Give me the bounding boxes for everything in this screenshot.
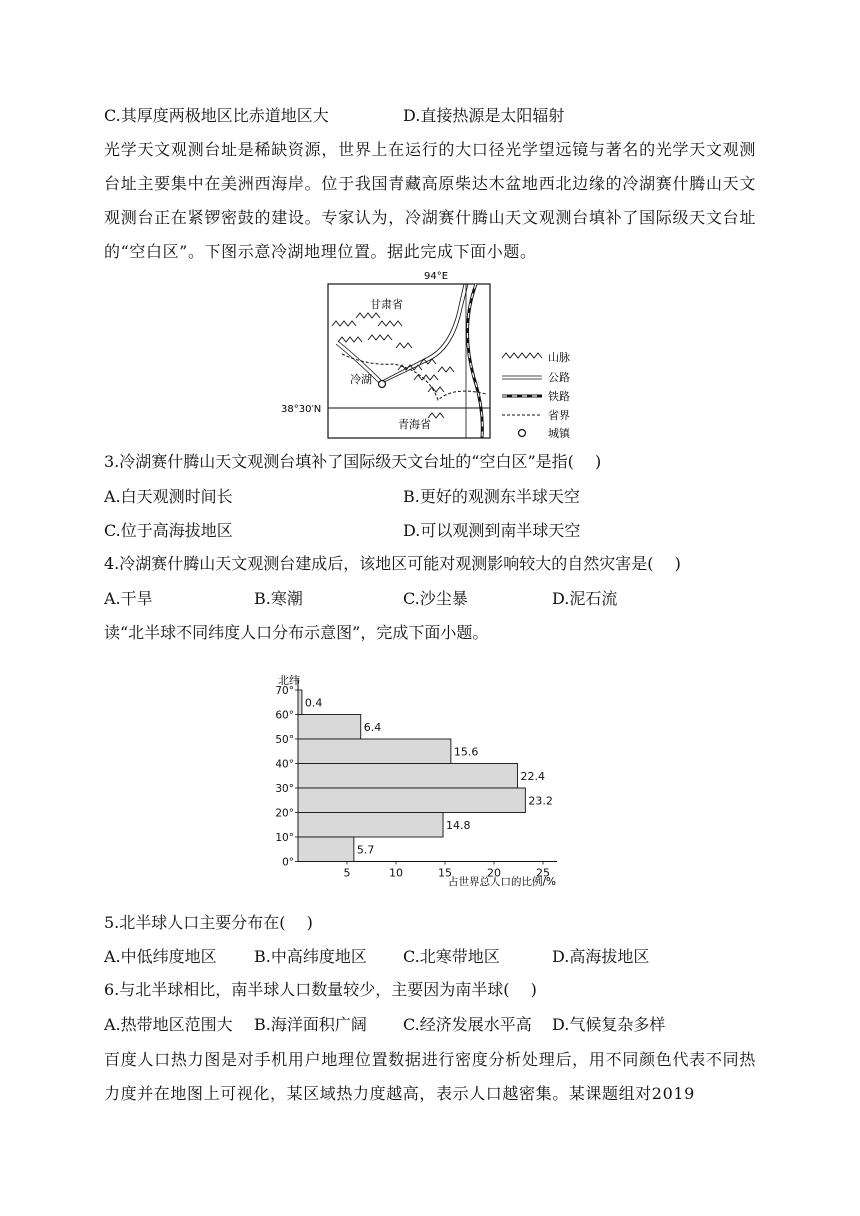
q3-option-a: A.白天观测时间长 xyxy=(104,487,233,506)
chart-y-tick-label: 20° xyxy=(275,807,294,820)
chart-y-axis-title: 北纬 xyxy=(278,674,300,687)
chart-bar-label: 14.8 xyxy=(446,818,471,832)
chart-bar xyxy=(298,715,361,740)
chart-bar xyxy=(298,837,354,862)
province-gansu-label: 甘肃省 xyxy=(370,298,403,311)
question-6-stem: 6.与北半球相比，南半球人口数量较少，主要因为南半球( ) xyxy=(104,980,537,999)
q6-option-c: C.经济发展水平高 xyxy=(403,1015,532,1034)
passage-baidu-heatmap: 百度人口热力图是对手机用户地理位置数据进行密度分析处理后，用不同颜色代表不同热力度并在地图上可视化，某区域热力度越高，表示人口越密集。某课题组对2019 xyxy=(104,1050,756,1103)
q5-option-a: A.中低纬度地区 xyxy=(104,947,217,966)
chart-bar-label: 23.2 xyxy=(528,794,553,808)
question-5-stem: 5.北半球人口主要分布在( ) xyxy=(104,913,313,932)
q5-option-c: C.北寒带地区 xyxy=(403,947,500,966)
chart-y-tick-label: 0° xyxy=(282,856,294,869)
chart-x-tick-label: 15 xyxy=(438,866,452,880)
q4-option-c: C.沙尘暴 xyxy=(403,589,468,608)
chart-bar-label: 5.7 xyxy=(356,843,375,857)
question-3-stem: 3.冷湖赛什腾山天文观测台填补了国际级天文台址的“空白区”是指( ) xyxy=(104,452,602,471)
q3-option-b: B.更好的观测东半球天空 xyxy=(403,487,580,506)
chart-y-tick-label: 40° xyxy=(275,758,294,771)
chart-bar xyxy=(298,690,302,715)
chart-bar xyxy=(298,788,525,813)
chart-x-axis-title: 占世界总人口的比例/% xyxy=(448,876,557,888)
chart-bar-label: 15.6 xyxy=(453,745,479,759)
chart-bar xyxy=(298,739,451,764)
chart-x-tick-label: 20 xyxy=(487,866,501,880)
legend-railway-label: 铁路 xyxy=(548,390,570,403)
latitude-label: 38°30′N xyxy=(281,404,322,415)
chart-x-tick-label: 25 xyxy=(536,866,550,880)
chart-bar-label: 0.4 xyxy=(304,696,323,710)
chart-y-tick-label: 30° xyxy=(275,783,294,795)
chart-bar xyxy=(298,813,443,838)
legend-town-label: 城镇 xyxy=(548,427,570,440)
lenghu-location-map xyxy=(278,268,598,444)
q6-option-a: A.热带地区范围大 xyxy=(104,1015,233,1034)
legend-mountain-icon xyxy=(502,353,542,358)
q4-option-b: B.寒潮 xyxy=(254,589,303,608)
population-latitude-chart xyxy=(270,662,610,900)
map-legend xyxy=(502,351,571,440)
legend-town-icon xyxy=(519,430,526,437)
q2-option-d: D.直接热源是太阳辐射 xyxy=(403,106,565,125)
chart-bar xyxy=(298,764,518,789)
chart-y-tick-label: 60° xyxy=(275,709,294,722)
longitude-label: 94°E xyxy=(424,271,449,282)
q5-option-b: B.中高纬度地区 xyxy=(254,947,367,966)
legend-boundary-label: 省界 xyxy=(548,409,570,422)
q5-option-d: D.高海拔地区 xyxy=(552,947,650,966)
passage-astronomy: 光学天文观测台址是稀缺资源，世界上在运行的大口径光学望远镜与著名的光学天文观测台址主要集中在美洲西海岸。位于我国青藏高原柴达木盆地西北边缘的冷湖赛什腾山天文观测台正在紧锣密鼓的建设。专家认为，冷湖赛什腾山天文观测台填补了国际级天文台址的“空白区”。下图示意冷湖地理位置。据此完成下面小题。 xyxy=(104,140,756,261)
legend-highway-label: 公路 xyxy=(548,371,570,384)
q2-option-c: C.其厚度两极地区比赤道地区大 xyxy=(104,106,329,125)
q6-option-b: B.海洋面积广阔 xyxy=(254,1015,367,1034)
chart-x-tick-label: 10 xyxy=(389,866,403,880)
chart-y-tick-label: 70° xyxy=(275,685,294,697)
q4-option-d: D.泥石流 xyxy=(552,589,618,608)
chart-y-tick-label: 10° xyxy=(275,832,294,844)
town-label-lenghu: 冷湖 xyxy=(350,373,372,386)
province-qinghai-label: 青海省 xyxy=(398,418,431,431)
chart-y-tick-label: 50° xyxy=(275,734,294,746)
question-4-stem: 4.冷湖赛什腾山天文观测台建成后，该地区可能对观测影响较大的自然灾害是( ) xyxy=(104,554,681,573)
q3-option-d: D.可以观测到南半球天空 xyxy=(403,521,581,540)
chart-intro: 读“北半球不同纬度人口分布示意图”，完成下面小题。 xyxy=(104,623,489,642)
q6-option-d: D.气候复杂多样 xyxy=(552,1015,666,1034)
q4-option-a: A.干旱 xyxy=(104,589,153,608)
town-marker-lenghu xyxy=(379,381,386,388)
q3-option-c: C.位于高海拔地区 xyxy=(104,521,233,540)
chart-bar-label: 6.4 xyxy=(363,720,382,734)
chart-bar-label: 22.4 xyxy=(520,769,546,783)
legend-mountain-label: 山脉 xyxy=(548,351,570,364)
chart-x-tick-label: 5 xyxy=(343,866,351,880)
